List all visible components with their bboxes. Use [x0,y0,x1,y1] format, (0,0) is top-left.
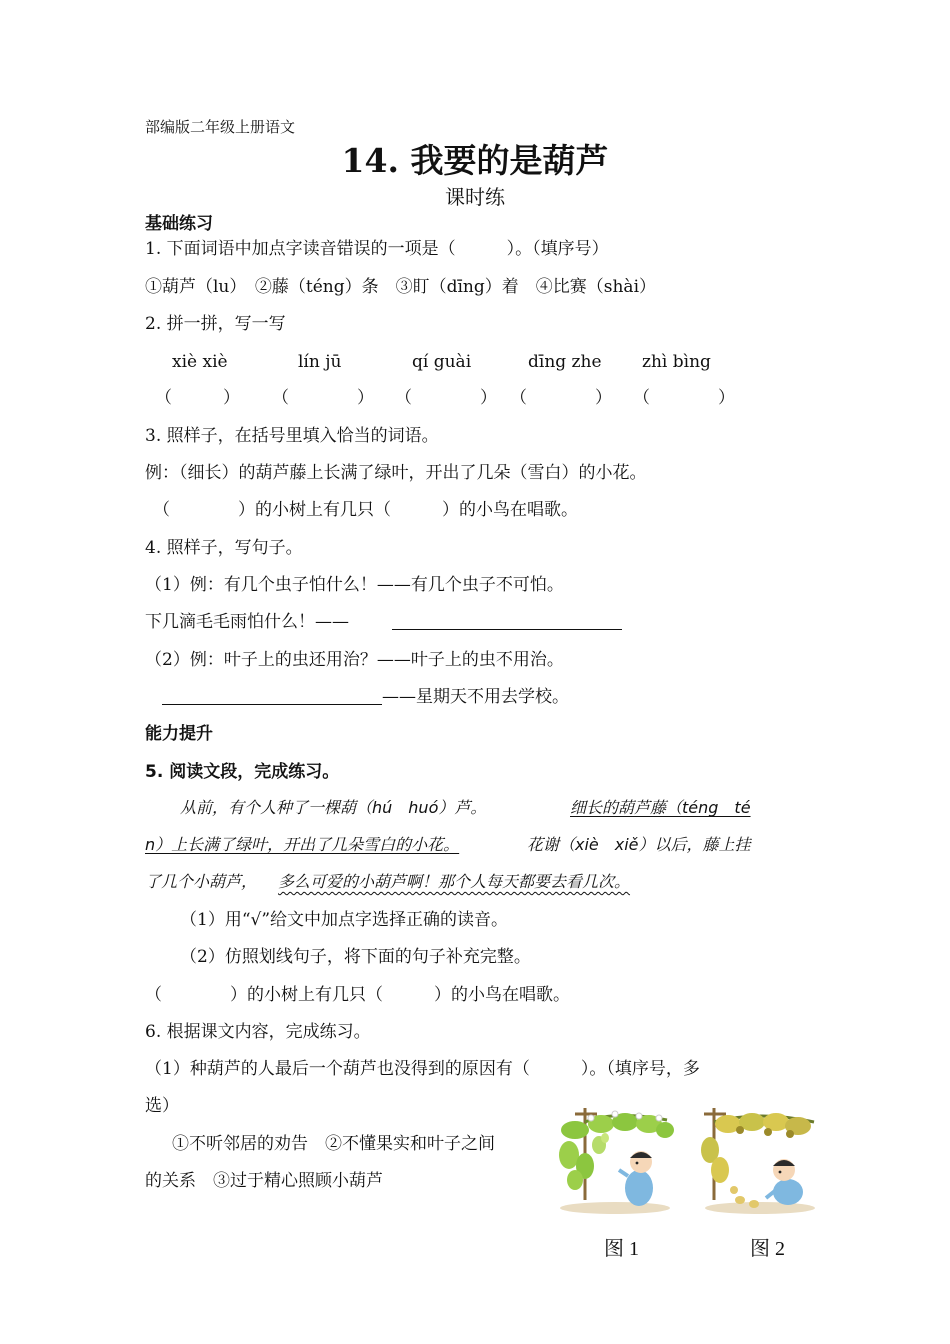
q3-example: 例：（细长）的葫芦藤上长满了绿叶，开出了几朵（雪白）的小花。 [145,463,647,483]
q3-prompt: 3. 照样子，在括号里填入恰当的词语。 [145,426,439,446]
q5-passage-line1-a: 从前，有个人种了一棵葫（hú huó）芦。 [180,798,487,817]
q6-sub1-line2: 选） [145,1096,179,1116]
q2-pinyin-2: lín jū [298,352,342,372]
page-title: 14. 我要的是葫芦 [341,141,609,180]
q4-answer-line-1[interactable] [392,611,622,630]
q5-passage-line2-a: n）上长满了绿叶，开出了几朵雪白的小花。 [145,835,460,854]
section-advanced: 能力提升 [145,724,213,744]
q5-passage-line3-b: 多么可爱的小葫芦啊！那个人每天都要去看几次。 [278,872,631,891]
q2-answer-bracket-4[interactable]: （ ） [510,388,612,408]
illustration-figure-1 [555,1100,675,1218]
q6-options-line1: ①不听邻居的劝告 ②不懂果实和叶子之间 [172,1134,495,1154]
q5-passage-line2-b: 花谢（xiè xiě）以后，藤上挂 [527,835,751,854]
q4-answer-line-2[interactable] [162,686,382,705]
header-label: 部编版二年级上册语文 [145,120,296,136]
q4-task-2: ——星期天不用去学校。 [382,687,569,707]
q4-task-1: 下几滴毛毛雨怕什么！—— [145,612,349,632]
q2-answer-bracket-2[interactable]: （ ） [272,388,374,408]
q2-pinyin-4: dīng zhe [528,352,602,372]
q5-sub1: （1）用“√”给文中加点字选择正确的读音。 [180,910,509,930]
q2-answer-bracket-1[interactable]: （ ） [155,388,240,408]
q6-sub1-line1: （1）种葫芦的人最后一个葫芦也没得到的原因有（ ）。（填序号，多 [145,1059,700,1079]
section-basic: 基础练习 [145,214,213,234]
q1-options: ①葫芦（lu） ②藤（téng）条 ③盯（dīng）着 ④比赛（shài） [145,277,657,297]
q2-pinyin-3: qí guài [412,352,472,372]
q4-prompt: 4. 照样子，写句子。 [145,538,303,558]
q6-options-line2: 的关系 ③过于精心照顾小葫芦 [145,1171,383,1191]
q5-sub2: （2）仿照划线句子，将下面的句子补充完整。 [180,947,531,967]
q2-pinyin-5: zhì bìng [642,352,711,372]
q2-prompt: 2. 拼一拼，写一写 [145,314,286,334]
q1-prompt: 1. 下面词语中加点字读音错误的一项是（ ）。（填序号） [145,239,609,259]
q5-passage-line3-a: 了几个小葫芦， [145,872,258,891]
illustration-figure-2 [700,1100,820,1218]
q2-answer-bracket-3[interactable]: （ ） [395,388,497,408]
q5-passage-line1-b: 细长的葫芦藤（téng té [570,798,751,817]
q2-answer-bracket-5[interactable]: （ ） [633,388,735,408]
figure-1-caption: 图 1 [604,1238,639,1260]
q5-task[interactable]: （ ）的小树上有几只（ ）的小鸟在唱歌。 [145,985,570,1005]
q4-example-2: （2）例：叶子上的虫还用治？——叶子上的虫不用治。 [145,650,564,670]
q2-pinyin-1: xiè xiè [172,352,228,372]
q6-prompt: 6. 根据课文内容，完成练习。 [145,1022,371,1042]
q3-task[interactable]: （ ）的小树上有几只（ ）的小鸟在唱歌。 [153,500,578,520]
q5-prompt: 5. 阅读文段，完成练习。 [145,762,340,782]
figure-2-caption: 图 2 [750,1238,785,1260]
q4-example-1: （1）例：有几个虫子怕什么！——有几个虫子不可怕。 [145,575,564,595]
page-subtitle: 课时练 [445,185,505,209]
